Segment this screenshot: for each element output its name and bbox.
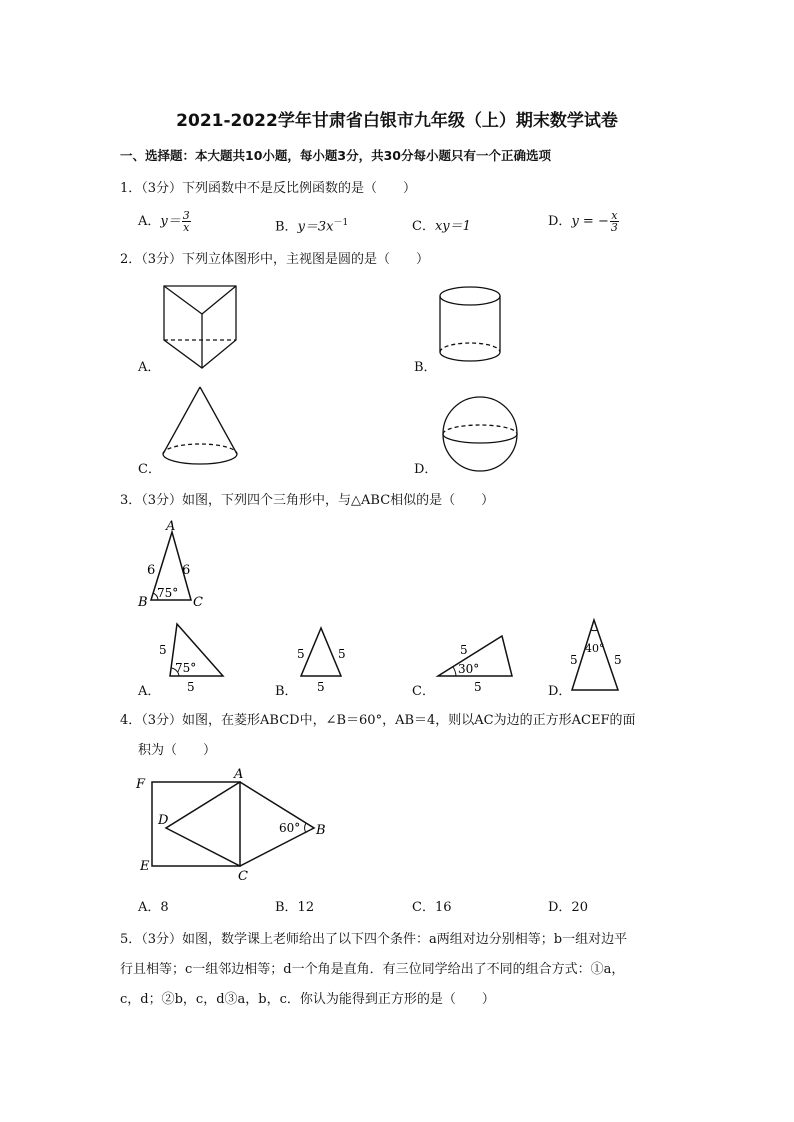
cylinder-top — [440, 287, 500, 305]
q1-option-d-num: x — [611, 209, 618, 222]
vertex-label-c: C — [193, 595, 203, 610]
triangle-d-right: 5 — [614, 653, 622, 667]
cylinder-bottom-front — [440, 352, 500, 361]
point-label-b: B — [316, 823, 326, 838]
q1-option-a-lhs: y＝ — [160, 214, 181, 229]
triangle-a-side: 5 — [159, 643, 167, 657]
triangle-a-base: 5 — [187, 680, 195, 694]
triangle-d-left: 5 — [570, 653, 578, 667]
question-2-stem: 2．（3分）下列立体图形中，主视图是圆的是（ ） — [120, 252, 430, 267]
vertex-label-b: B — [138, 595, 148, 610]
cone-side — [163, 387, 200, 454]
triangle-c-side: 5 — [460, 643, 468, 657]
rhombus-square-figure — [134, 764, 340, 884]
q1-option-a — [138, 210, 192, 233]
question-5-line2: 行且相等；c一组邻边相等；d一个角是直角．有三位同学给出了不同的组合方式：①a， — [120, 962, 625, 977]
side-label-ab: 6 — [147, 563, 156, 578]
question-1-stem: 1．（3分）下列函数中不是反比例函数的是（ ） — [120, 181, 417, 196]
q1-option-c-expr: xy＝1 — [434, 219, 471, 234]
q1-option-a-label: A． — [138, 214, 161, 229]
q1-option-b — [275, 215, 348, 234]
q3-triangle-c — [430, 630, 520, 694]
cone-figure — [155, 384, 245, 472]
triangle-c-base: 5 — [474, 680, 482, 694]
page-title: 2021-2022学年甘肃省白银市九年级（上）期末数学试卷 — [176, 111, 618, 131]
q1-option-b-label: B． — [275, 219, 298, 235]
question-5-line3: c，d；②b，c，d③a，b，c．你认为能得到正方形的是（ ） — [120, 992, 495, 1007]
q1-option-a-fraction — [182, 210, 191, 233]
q4-option-d: D．20 — [548, 900, 588, 915]
question-5-line1: 5．（3分）如图，数学课上老师给出了以下四个条件：a两组对边分别相等；b一组对边平 — [120, 932, 628, 947]
question-4-stem-line1: 4．（3分）如图，在菱形ABCD中，∠B＝60°，AB＝4，则以AC为边的正方形ACEF的面 — [120, 713, 636, 728]
sphere-figure — [438, 396, 522, 476]
triangle-b-base: 5 — [317, 680, 325, 694]
question-3-stem: 3．（3分）如图，下列四个三角形中，与△ABC相似的是（ ） — [120, 493, 495, 508]
question-4-stem-line2: 积为（ ） — [138, 743, 217, 758]
q3-option-d: D． — [548, 684, 572, 699]
triangle-c-angle: 30° — [458, 662, 480, 676]
q3-triangle-d — [562, 616, 632, 694]
q3-option-a: A． — [138, 684, 161, 699]
angle-arc-c — [453, 667, 456, 676]
triangle-b-shape — [301, 628, 341, 676]
triangle-b-left: 5 — [297, 647, 305, 661]
q1-option-d-lhs: y = − — [571, 214, 609, 229]
q2-option-d: D． — [414, 462, 438, 477]
q1-option-d-label: D． — [548, 214, 572, 229]
section-heading: 一、选择题：本大题共10小题，每小题3分，共30分每小题只有一个正确选项 — [120, 148, 551, 163]
reference-triangle-abc — [132, 516, 212, 612]
point-label-a: A — [234, 767, 244, 782]
point-label-d: D — [158, 813, 169, 828]
triangle-d-angle: 40° — [585, 642, 605, 655]
cone-base-back — [163, 444, 237, 454]
q2-option-a: A． — [138, 360, 161, 375]
q4-option-b: B．12 — [275, 900, 315, 915]
q2-option-c: C． — [138, 462, 161, 477]
q1-option-a-den: x — [183, 221, 190, 234]
triangle-a-angle: 75° — [175, 661, 197, 675]
triangular-prism-figure — [150, 282, 250, 372]
cylinder-figure — [432, 282, 512, 372]
angle-label-b: 75° — [157, 586, 179, 600]
q1-option-a-num: 3 — [182, 209, 190, 222]
cone-base-front — [163, 454, 237, 464]
q1-option-b-exponent: －1 — [333, 218, 349, 228]
point-label-c: C — [238, 869, 248, 884]
q1-option-d-den: 3 — [610, 221, 618, 234]
prism-edge — [202, 286, 236, 314]
q3-triangle-a — [155, 618, 235, 694]
q1-option-c — [412, 215, 471, 234]
point-label-f: F — [136, 777, 146, 792]
q3-option-b: B． — [275, 684, 298, 699]
sphere-equator-front — [443, 434, 517, 443]
sphere-equator-back — [443, 425, 517, 434]
prism-outline — [164, 286, 236, 368]
prism-edge — [164, 286, 202, 314]
q2-option-b: B． — [414, 360, 437, 375]
q1-option-c-label: C． — [412, 219, 435, 234]
cylinder-bottom-back — [440, 343, 500, 352]
q4-option-c: C．16 — [412, 900, 452, 915]
sphere-outline — [443, 397, 517, 471]
q1-option-d-fraction — [610, 210, 619, 233]
q1-option-d — [548, 210, 620, 233]
triangle-b-right: 5 — [338, 647, 346, 661]
vertex-label-a: A — [166, 519, 176, 534]
q3-option-c: C． — [412, 684, 435, 699]
angle-label-60: 60° — [279, 821, 301, 835]
angle-arc-b — [305, 823, 306, 833]
point-label-e: E — [140, 859, 150, 874]
angle-arc-d — [591, 630, 598, 631]
q1-option-b-expr: y＝3x — [297, 219, 334, 235]
q4-option-a: A．8 — [138, 900, 169, 915]
side-label-ac: 6 — [182, 563, 191, 578]
q3-triangle-b — [292, 620, 362, 694]
